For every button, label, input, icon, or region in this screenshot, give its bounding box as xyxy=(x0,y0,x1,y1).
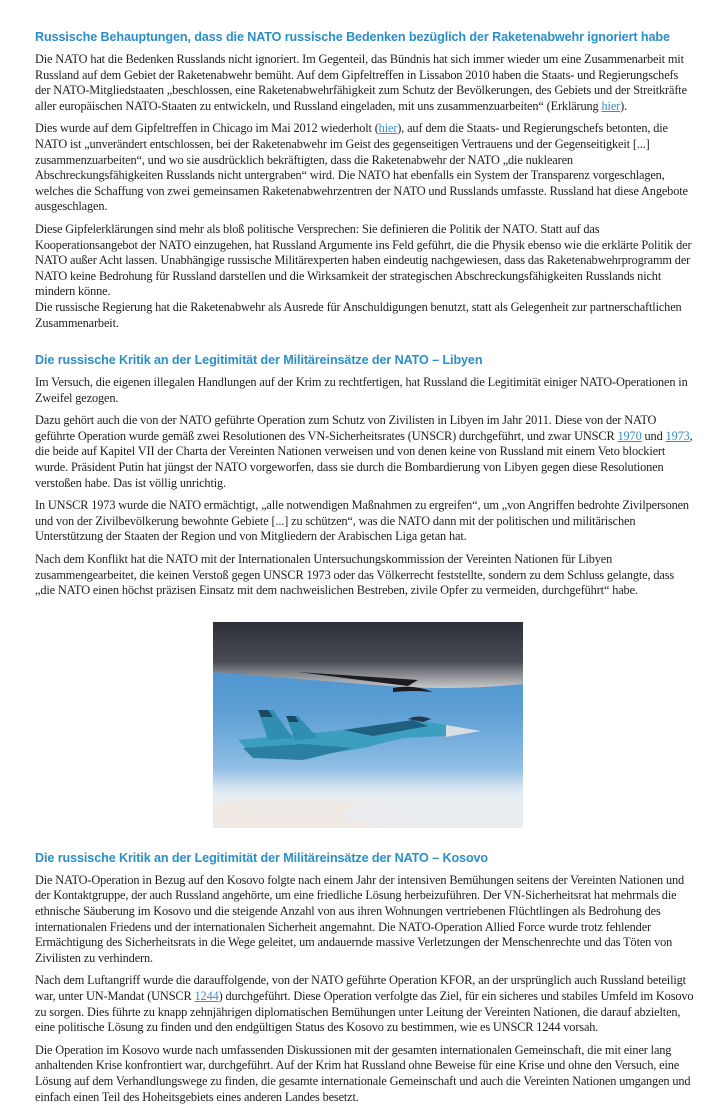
paragraph: In UNSCR 1973 wurde die NATO ermächtigt, „alle notwendigen Maßnahmen zu ergreifen“, um „von Angriffen bedrohte Zivilpersonen und von der Zivilbevölkerung bewohnte Gebiete [...] zu schützen“, was die NATO dann mit der politischen und militärischen Unterstützung der Staaten der Region und von Mitgliedern der Arabischen Liga getan hat. xyxy=(35,498,689,544)
paragraph-text: Die russische Regierung hat die Raketenabwehr als Ausrede für Anschuldigungen benutzt, statt als Gelegenheit zur partnerschaftlichen Zusammenarbeit. xyxy=(35,299,682,330)
section-missile-defense xyxy=(35,29,695,331)
paragraph: Im Versuch, die eigenen illegalen Handlungen auf der Krim zu rechtfertigen, hat Russland die Legitimität einiger NATO-Operationen in Zweifel gezogen. xyxy=(35,375,688,405)
section-heading: Die russische Kritik an der Legitimität der Militäreinsätze der NATO – Libyen xyxy=(35,353,483,368)
link-unscr-1973[interactable]: 1973 xyxy=(665,428,690,443)
paragraph-text: Die NATO hat die Bedenken Russlands nicht ignoriert. Im Gegenteil, das Bündnis hat sich immer wieder um eine Zusammenarbeit mit Russland auf dem Gebiet der Raketenabwehr bemüht. Auf dem Gipfeltreffen in Lissabon 2010 haben die Staats- und Regierungschefs der NATO-Mitgliedstaaten „beschlossen, eine Raketenabwehrfähigkeit zum Schutz der Bevölkerungen, des Gebiets und der Streitkräfte aller europäischen NATO-Staaten zu entwickeln, und Russland eingeladen, mit uns zusammenzuarbeiten“ (Erklärung xyxy=(35,52,687,113)
section-heading: Russische Behauptungen, dass die NATO russische Bedenken bezüglich der Raketenabwehr ignoriert habe xyxy=(35,30,670,44)
document-page xyxy=(35,29,695,1112)
fighter-jet-photo xyxy=(213,622,523,828)
paragraph xyxy=(35,413,695,491)
paragraph xyxy=(35,973,695,1035)
paragraph-text: ), auf dem die Staats- und Regierungschefs betonten, die NATO ist „unverändert entschlossen, bei der Raketenabwehr im Geist des gegenseitigen Vertrauens und der Gegenseitigkeit [...] zusammenzuarbeiten“, und wo sie ausdrücklich bekräftigten, dass die Raketenabwehr der NATO „die nuklearen Abschreckungsfähigkeiten Russlands nicht untergraben“ wird. Die NATO hat ebenfalls ein System der Transparenz vorgeschlagen, welches die Schaffung von zwei gemeinsamen Raketenabwehrzentren der NATO und Russlands umfasste. Russland hat diese Angebote ausgeschlagen. xyxy=(35,121,688,214)
fighter-jet-illustration xyxy=(213,622,523,828)
link-hier-lisbon[interactable]: hier xyxy=(601,98,621,113)
paragraph-text: Dies wurde auf dem Gipfeltreffen in Chicago im Mai 2012 wiederholt ( xyxy=(35,121,379,136)
link-hier-chicago[interactable]: hier xyxy=(378,121,398,136)
paragraph-text: Diese Gipfelerklärungen sind mehr als bloß politische Versprechen: Sie definieren die Politik der NATO. Statt auf das Kooperationsangebot der NATO einzugehen, hat Russland Argumente ins Feld geführt, die die Physik ebenso wie die erklärte Politik der NATO außer Acht lassen. Unabhängige russische Militärexperten haben eindeutig nachgewiesen, dass das Raketenabwehrprogramm der NATO keine Bedrohung für Russland darstellen und die Wirksamkeit der strategischen Abschreckungsfähigkeiten Russlands nicht mindern könne. xyxy=(35,221,692,299)
paragraph: Die Operation im Kosovo wurde nach umfassenden Diskussionen mit der gesamten internationalen Gemeinschaft, die mit einer lang anhaltenden Krise konfrontiert war, durchgeführt. Auf der Krim hat Russland ohne Beweise für eine Krise und ohne den Versuch, eine Lösung auf dem Verhandlungswege zu finden, die gesamte internationale Gemeinschaft und auch die Vereinten Nationen umgangen und einfach einen Teil des Hoheitsgebiets eines anderen Landes besetzt. xyxy=(35,1042,691,1104)
paragraph xyxy=(35,121,695,215)
paragraph-text: , die beide auf Kapitel VII der Charta der Vereinten Nationen verweisen und von denen keine von Russland mit einem Veto blockiert wurde. Präsident Putin hat jüngst der NATO vorgeworfen, dass sie durch die Bombardierung von Libyen gegen diese Resolutionen verstoßen habe. Das ist völlig unrichtig. xyxy=(35,428,693,490)
section-heading: Die russische Kritik an der Legitimität der Militäreinsätze der NATO – Kosovo xyxy=(35,850,489,865)
paragraph-text: ) durchgeführt. Diese Operation verfolgte das Ziel, für ein sicheres und stabiles Umfeld im Kosovo zu sorgen. Dies führte zu knapp zehnjährigen diplomatischen Bemühungen unter Leitung der Vereinten Nationen, die darauf abzielten, eine politische Lösung zu finden und den endgültigen Status des Kosovo zu bestimmen, wie es UNSCR 1244 vorsah. xyxy=(35,988,694,1035)
paragraph xyxy=(35,222,695,331)
jet xyxy=(238,710,481,760)
paragraph-text: und xyxy=(641,428,666,443)
section-libya xyxy=(35,352,695,828)
paragraph: Die NATO-Operation in Bezug auf den Kosovo folgte nach einem Jahr der intensiven Bemühungen seitens der Vereinten Nationen und der Kontaktgruppe, der auch Russland angehörte, um eine friedliche Lösung herbeizuführen. Der VN-Sicherheitsrat hat mehrmals die ethnische Säuberung im Kosovo und die steigende Anzahl von aus ihren Wohnungen vertriebenen Flüchtlingen als Bedrohung des internationalen Friedens und der internationalen Sicherheit angemahnt. Die NATO-Operation Allied Force wurde trotz fehlender Ermächtigung des Sicherheitsrats in die Wege geleitet, um andauernde massive Verletzungen der Menschenrechte und das Töten von Zivilisten zu verhindern. xyxy=(35,872,685,965)
paragraph xyxy=(35,52,695,114)
paragraph-text: Dazu gehört auch die von der NATO geführte Operation zum Schutz von Zivilisten in Libyen im Jahr 2011. Diese von der NATO geführte Operation wurde gemäß zwei Resolutionen des VN-Sicherheitsrates (UNSCR) durchgeführt, und zwar UNSCR xyxy=(35,413,657,443)
link-unscr-1970[interactable]: 1970 xyxy=(617,428,642,443)
paragraph: Nach dem Konflikt hat die NATO mit der Internationalen Untersuchungskommission der Vereinten Nationen für Libyen zusammengearbeitet, die keinen Verstoß gegen UNSCR 1973 oder das Völkerrecht feststellte, sondern zu dem Schluss gelangte, dass „die NATO einen höchst präzisen Einsatz mit dem nachweislichen Bestreben, zivile Opfer zu vermeiden, durchgeführt“ habe. xyxy=(35,552,675,598)
section-kosovo xyxy=(35,850,695,1105)
paragraph-text: ). xyxy=(620,98,628,113)
link-unscr-1244[interactable]: 1244 xyxy=(194,988,219,1003)
paragraph-text: Nach dem Luftangriff wurde die darauffolgende, von der NATO geführte Operation KFOR, an der ursprünglich auch Russland beteiligt war, unter UN-Mandat (UNSCR xyxy=(35,973,686,1003)
